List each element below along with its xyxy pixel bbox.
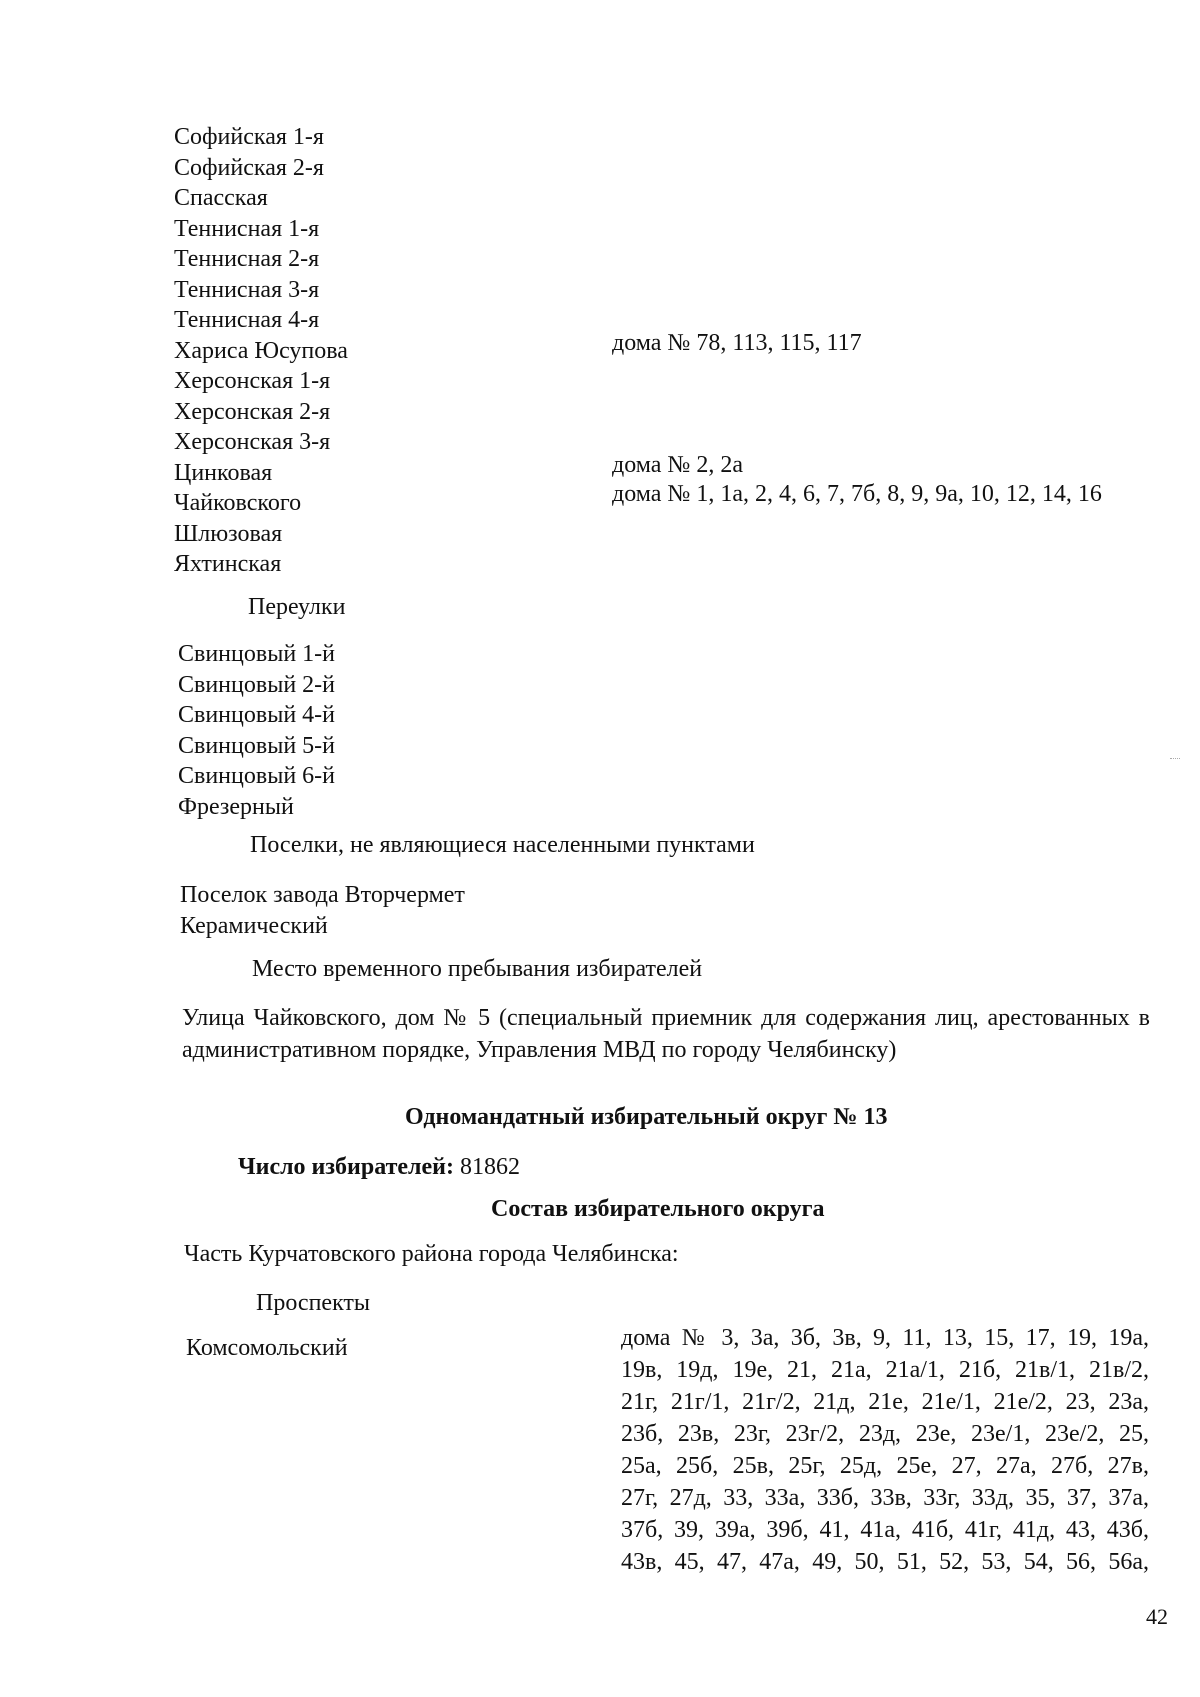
voters-line xyxy=(238,1154,520,1181)
lane-name: Свинцовый 5-й xyxy=(178,732,336,759)
scan-speck xyxy=(1170,758,1180,761)
district-part: Часть Курчатовского района города Челябинска: xyxy=(184,1241,679,1267)
district-title: Одномандатный избирательный округ № 13 xyxy=(405,1104,888,1130)
lane-name: Свинцовый 2-й xyxy=(178,671,336,698)
street-name: Шлюзовая xyxy=(174,520,283,547)
street-name: Теннисная 2-я xyxy=(174,246,320,272)
street-name: Теннисная 1-я xyxy=(174,215,320,242)
street-name: Херсонская 1-я xyxy=(174,368,331,394)
street-name: Спасская xyxy=(174,185,268,211)
avenue-houses-line: 25а, 25б, 25в, 25г, 25д, 25е, 27, 27а, 27б, 27в, xyxy=(621,1453,1149,1479)
avenue-houses-line: 27г, 27д, 33, 33а, 33б, 33в, 33г, 33д, 35, 37, 37а, xyxy=(621,1485,1149,1511)
avenue-houses-line: дома № 3, 3а, 3б, 3в, 9, 11, 13, 15, 17, 19, 19а, xyxy=(621,1325,1149,1351)
avenues-heading: Проспекты xyxy=(256,1290,371,1316)
houses-tsinkovaya: дома № 2, 2а xyxy=(612,452,743,478)
street-name: Цинковая xyxy=(174,459,273,486)
street-name: Чайковского xyxy=(174,490,302,516)
street-name: Теннисная 4-я xyxy=(174,307,320,333)
street-name: Софийская 1-я xyxy=(174,124,324,150)
voters-label: Число избирателей: xyxy=(238,1154,454,1180)
street-name: Херсонская 2-я xyxy=(174,398,331,425)
lane-name: Свинцовый 1-й xyxy=(178,641,336,667)
street-name: Яхтинская xyxy=(174,551,282,577)
lanes-heading: Переулки xyxy=(248,594,346,620)
street-name: Теннисная 3-я xyxy=(174,276,320,303)
street-name: Софийская 2-я xyxy=(174,154,324,181)
lane-name: Свинцовый 6-й xyxy=(178,763,336,789)
houses-chaikovskogo: дома № 1, 1а, 2, 4, 6, 7, 7б, 8, 9, 9а, 10, 12, 14, 16 xyxy=(612,481,1102,507)
lane-name: Свинцовый 4-й xyxy=(178,702,336,728)
page-number: 42 xyxy=(1146,1604,1168,1629)
settlement-name: Поселок завода Вторчермет xyxy=(180,882,465,908)
avenue-houses-line: 37б, 39, 39а, 39б, 41, 41а, 41б, 41г, 41д, 43, 43б, xyxy=(621,1517,1149,1543)
avenue-houses xyxy=(621,1322,1149,1578)
temp-place-heading: Место временного пребывания избирателей xyxy=(252,956,703,982)
avenue-houses-line: 43в, 45, 47, 47а, 49, 50, 51, 52, 53, 54, 56, 56а, xyxy=(621,1549,1149,1575)
temp-place-text: Улица Чайковского, дом № 5 (специальный приемник для содержания лиц, арестованных в административном порядке, Управления МВД по городу Челябинску) xyxy=(182,1005,1150,1063)
street-name: Хариса Юсупова xyxy=(174,337,348,364)
avenue-name: Комсомольский xyxy=(186,1335,348,1361)
streets-list xyxy=(174,122,348,580)
lanes-list xyxy=(178,639,335,822)
street-name: Херсонская 3-я xyxy=(174,429,331,455)
avenue-houses-line: 23б, 23в, 23г, 23г/2, 23д, 23е, 23е/1, 23е/2, 25, xyxy=(621,1421,1149,1447)
houses-yusupova: дома № 78, 113, 115, 117 xyxy=(612,330,862,356)
voters-count: 81862 xyxy=(459,1154,520,1180)
avenue-houses-line: 21г, 21г/1, 21г/2, 21д, 21е, 21е/1, 21е/2, 23, 23а, xyxy=(621,1389,1149,1415)
avenue-houses-line: 19в, 19д, 19е, 21, 21а, 21а/1, 21б, 21в/1, 21в/2, xyxy=(621,1357,1149,1383)
composition-title: Состав избирательного округа xyxy=(491,1196,825,1222)
settlements-list xyxy=(180,880,465,941)
settlement-name: Керамический xyxy=(180,912,328,939)
lane-name: Фрезерный xyxy=(178,793,294,820)
settlements-heading: Поселки, не являющиеся населенными пунктами xyxy=(250,832,755,858)
